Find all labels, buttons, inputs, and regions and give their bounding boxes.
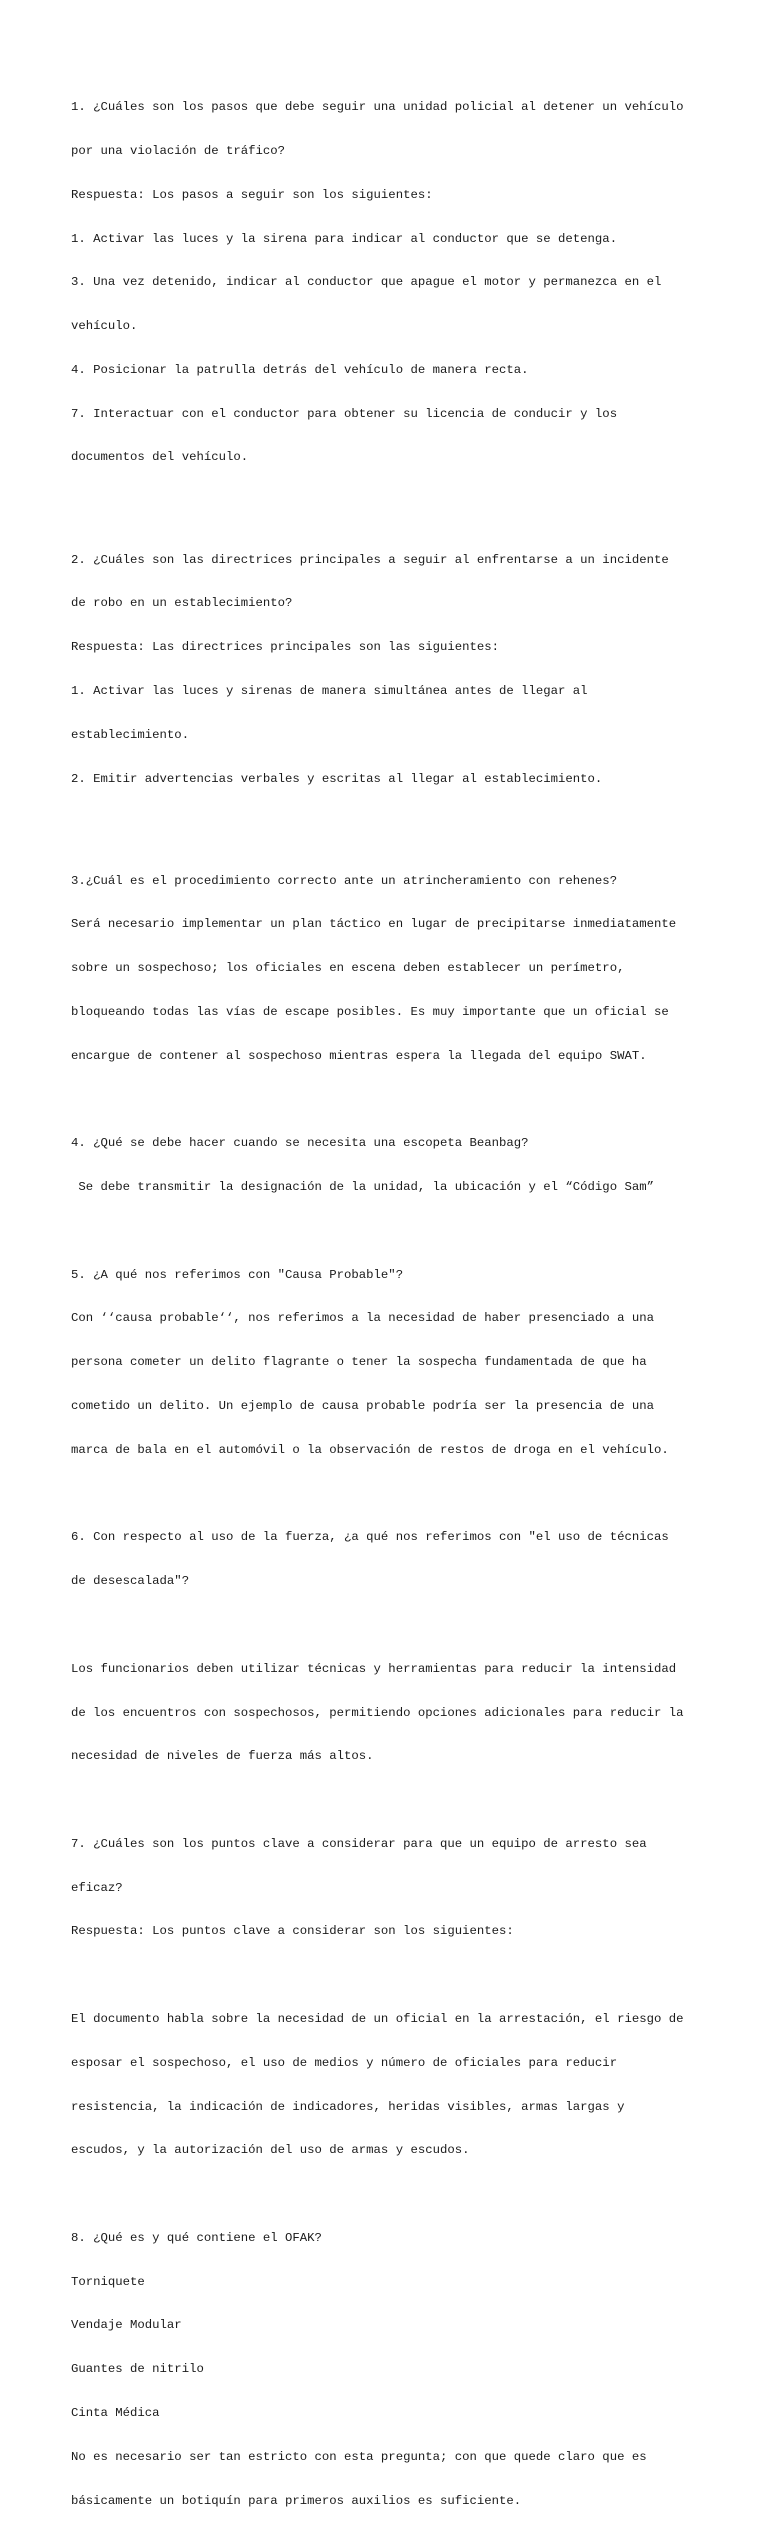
text-line: marca de bala en el automóvil o la observación de restos de droga en el vehículo.: [71, 1442, 669, 1457]
spacer: [71, 494, 721, 523]
text-line: por una violación de tráfico?: [71, 143, 286, 158]
text-line: bloqueando todas las vías de escape posibles. Es muy importante que un oficial se: [71, 1005, 669, 1019]
text-line: 8. ¿Qué es y qué contiene el OFAK?: [71, 2230, 322, 2245]
text-line: 7. Interactuar con el conductor para obtener su licencia de conducir y los: [71, 406, 618, 421]
text-line: sobre un sospechoso; los oficiales en escena deben establecer un perímetro,: [71, 961, 625, 976]
text-line: necesidad de niveles de fuerza más altos.: [71, 1749, 374, 1764]
text-line: 1. Activar las luces y la sirena para indicar al conductor que se detenga.: [71, 231, 618, 246]
text-line: establecimiento.: [71, 727, 190, 742]
text-line: Respuesta: Los pasos a seguir son los siguientes:: [71, 187, 433, 202]
question-8-block: [71, 2202, 721, 2537]
spacer: [71, 815, 721, 844]
text-line: vehículo.: [71, 319, 138, 334]
answer-6-block: [71, 1633, 721, 1794]
question-3-block: [71, 844, 721, 1092]
text-line: 5. ¿A qué nos referimos con "Causa Probable"?: [71, 1267, 404, 1282]
text-line: Los funcionarios deben utilizar técnicas y herramientas para reducir la intensidad: [71, 1661, 677, 1676]
text-line: de desescalada"?: [71, 1574, 190, 1589]
text-line: Con ‘‘causa probable‘‘, nos referimos a la necesidad de haber presenciado a una: [71, 1311, 654, 1326]
spacer: [71, 1224, 721, 1239]
text-line: Respuesta: Las directrices principales son las siguientes:: [71, 640, 500, 655]
text-line: El documento habla sobre la necesidad de un oficial en la arrestación, el riesgo de: [71, 2011, 684, 2026]
spacer: [71, 1093, 721, 1108]
text-line: Se debe transmitir la designación de la unidad, la ubicación y el “Código Sam”: [71, 1180, 654, 1195]
text-line: de los encuentros con sospechosos, permitiendo opciones adicionales para reducir la: [71, 1705, 684, 1720]
spacer: [71, 1793, 721, 1808]
text-line: 1. Activar las luces y sirenas de manera simultánea antes de llegar al: [71, 683, 588, 698]
text-line: Respuesta: Los puntos clave a considerar son los siguientes:: [71, 1924, 514, 1939]
text-line: encargue de contener al sospechoso mientras espera la llegada del equipo SWAT.: [71, 1048, 647, 1063]
text-line: 1. ¿Cuáles son los pasos que debe seguir una unidad policial al detener un vehículo: [71, 100, 684, 115]
text-line: cometido un delito. Un ejemplo de causa probable podría ser la presencia de una: [71, 1399, 654, 1414]
text-line: 3. Una vez detenido, indicar al conductor que apague el motor y permanezca en el: [71, 275, 662, 290]
spacer: [71, 2187, 721, 2202]
text-line: 7. ¿Cuáles son los puntos clave a considerar para que un equipo de arresto sea: [71, 1836, 647, 1851]
text-line: eficaz?: [71, 1880, 123, 1895]
text-line: Guantes de nitrilo: [71, 2362, 204, 2377]
question-6-block: [71, 1501, 721, 1618]
question-4-block: [71, 1107, 721, 1224]
text-line: esposar el sospechoso, el uso de medios y número de oficiales para reducir: [71, 2055, 618, 2070]
text-line: persona cometer un delito flagrante o tener la sospecha fundamentada de que ha: [71, 1355, 647, 1370]
text-line: 4. Posicionar la patrulla detrás del vehículo de manera recta.: [71, 362, 529, 377]
spacer: [71, 1487, 721, 1502]
document-page: [71, 71, 721, 2537]
text-line: 2. Emitir advertencias verbales y escritas al llegar al establecimiento.: [71, 771, 603, 786]
text-line: básicamente un botiquín para primeros auxilios es suficiente.: [71, 2493, 522, 2508]
text-line: Vendaje Modular: [71, 2318, 182, 2333]
spacer: [71, 1968, 721, 1983]
answer-7-block: [71, 1983, 721, 2187]
text-line: Torniquete: [71, 2274, 145, 2289]
question-7-block: [71, 1808, 721, 1969]
question-2-block: [71, 523, 721, 815]
text-line: Será necesario implementar un plan táctico en lugar de precipitarse inmediatamente: [71, 917, 677, 932]
question-1-block: [71, 71, 721, 494]
text-line: Cinta Médica: [71, 2406, 160, 2420]
text-line: de robo en un establecimiento?: [71, 596, 293, 611]
text-line: escudos, y la autorización del uso de armas y escudos.: [71, 2143, 470, 2158]
text-line: 3.¿Cuál es el procedimiento correcto ante un atrincheramiento con rehenes?: [71, 873, 618, 888]
text-line: resistencia, la indicación de indicadores, heridas visibles, armas largas y: [71, 2099, 625, 2114]
text-line: No es necesario ser tan estricto con esta pregunta; con que quede claro que es: [71, 2449, 647, 2464]
question-5-block: [71, 1239, 721, 1487]
text-line: 2. ¿Cuáles son las directrices principales a seguir al enfrentarse a un incidente: [71, 552, 669, 567]
text-line: documentos del vehículo.: [71, 450, 249, 465]
text-line: 4. ¿Qué se debe hacer cuando se necesita una escopeta Beanbag?: [71, 1136, 529, 1151]
spacer: [71, 1618, 721, 1633]
text-line: 6. Con respecto al uso de la fuerza, ¿a qué nos referimos con "el uso de técnicas: [71, 1530, 669, 1545]
